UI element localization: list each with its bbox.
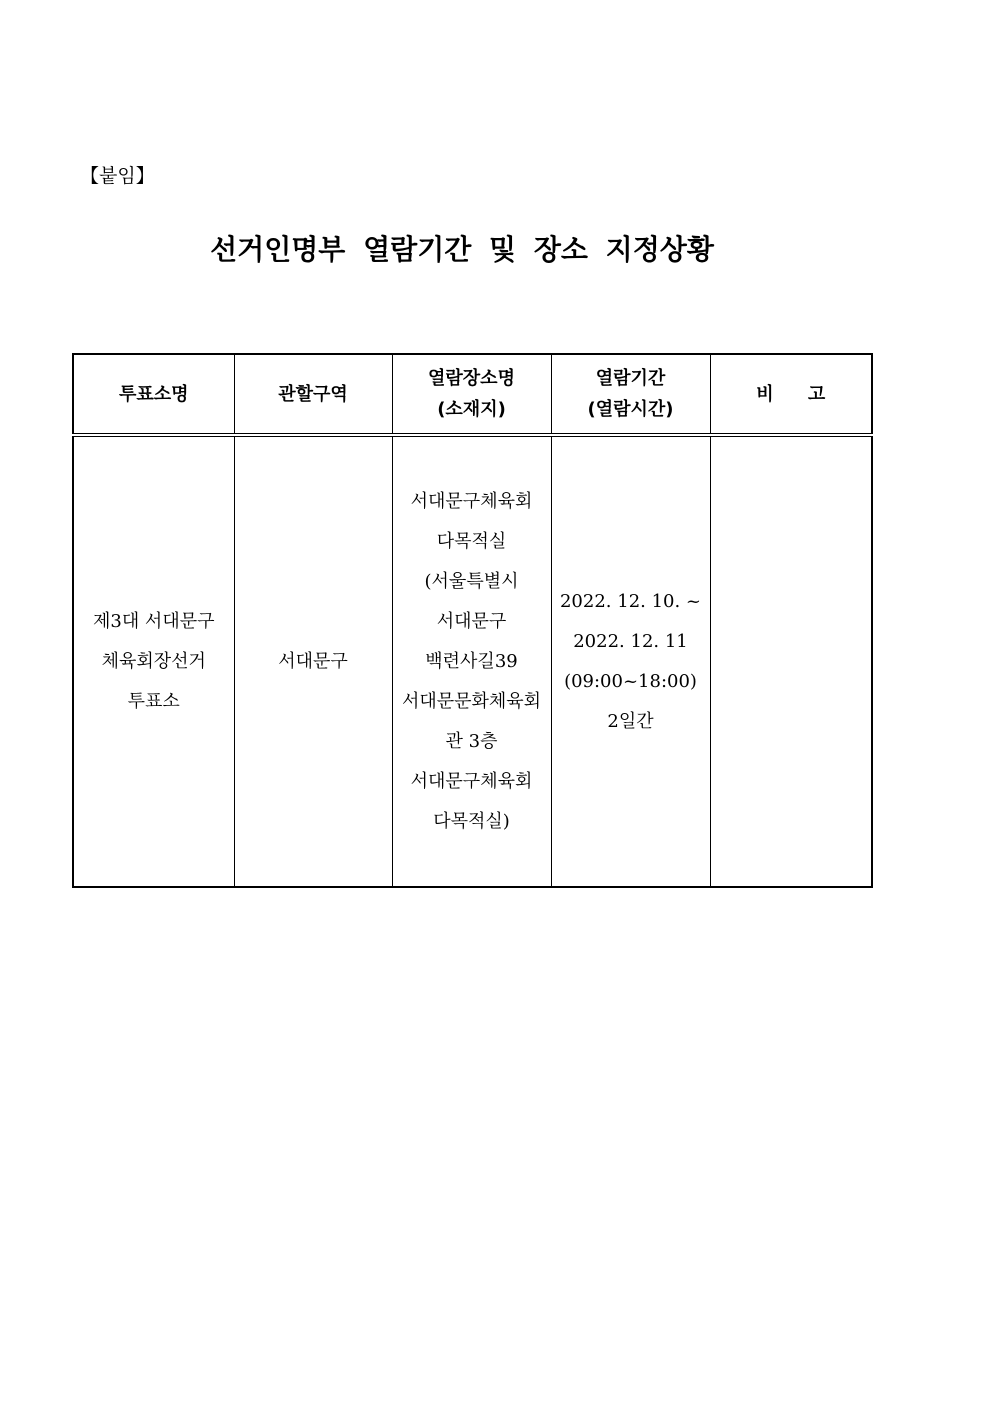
cell-remarks [710,435,872,887]
table-row [73,435,872,887]
cell-line: 제3대 서대문구 [92,610,215,632]
cell-line: 관 3층 [445,730,498,752]
table-header-row [73,354,872,435]
cell-line: (서울특별시 [424,570,519,592]
header-period-line: 열람기간 [595,368,666,389]
cell-line: 다목적실) [433,810,510,832]
cell-line: 다목적실 [436,530,507,552]
header-venue-line: (소재지) [437,399,506,420]
cell-line: 투표소 [127,690,180,712]
page-title: 선거인명부 열람기간 및 장소 지정상황 [210,233,714,266]
cell-line: 2일간 [607,710,654,732]
cell-line: 백련사길39 [425,650,518,672]
cell-line: 서대문구체육회 [410,490,533,512]
header-remarks: 비 고 [710,354,872,435]
voter-roster-inspection-table [72,353,873,888]
cell-line: 2022. 12. 10. ~ [559,590,702,612]
cell-line: 서대문문화체육회 [401,690,542,712]
cell-line: (09:00~18:00) [564,670,697,692]
cell-polling-station [73,435,234,887]
header-jurisdiction: 관할구역 [234,354,392,435]
header-venue-line: 열람장소명 [428,368,515,389]
cell-jurisdiction: 서대문구 [234,435,392,887]
header-venue [392,354,551,435]
attachment-label: 【붙임】 [80,165,155,187]
cell-line: 서대문구체육회 [410,770,533,792]
cell-line: 체육회장선거 [101,650,206,672]
cell-venue [392,435,551,887]
cell-period [551,435,710,887]
header-polling-station: 투표소명 [73,354,234,435]
cell-line: 서대문구 [436,610,507,632]
cell-line: 2022. 12. 11 [573,630,688,652]
header-period [551,354,710,435]
header-period-line: (열람시간) [587,399,674,420]
